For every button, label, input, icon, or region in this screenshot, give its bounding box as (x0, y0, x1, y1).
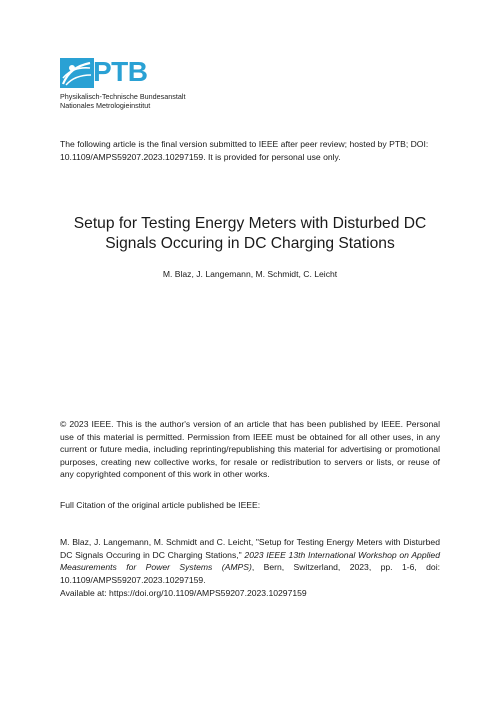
ptb-logo-text: PTB (93, 56, 148, 87)
paper-title-line1: Setup for Testing Energy Meters with Disturbed DC (73, 215, 427, 232)
publication-notice: The following article is the final version submitted to IEEE after peer review; hosted by PTB; DOI: 10.1109/AMPS59207.2023.10297159. It is provided for personal use only. (60, 139, 429, 162)
ptb-logo-subtitle-line2: Nationales Metrologieinstitut (60, 101, 151, 110)
full-citation (60, 536, 440, 586)
ptb-logo-subtitle-line1: Physikalisch-Technische Bundesanstalt (60, 92, 186, 101)
ptb-logo-subtitle (60, 92, 185, 110)
paper-title-line2: Signals Occuring in DC Charging Stations (105, 235, 395, 252)
ptb-logo-mark-icon (60, 58, 94, 88)
citation-venue: 2023 IEEE 13th International Workshop on Applied Measurements for Power Systems (AMPS) (60, 549, 440, 572)
citation-suffix: , Bern, Switzerland, 2023, pp. 1-6, doi: 10.1109/AMPS59207.2023.10297159. (60, 562, 440, 585)
copyright-notice: © 2023 IEEE. This is the author's version of an article that has been published by IEEE. Personal use of this material is permitted. Permission from IEEE must be obtained for all other uses, in any current or future media, including reprinting/republishing this material for advertising or promotional purposes, creating new collective works, for resale or redistribution to servers or lists, or reuse of any copyrighted component of this work in other works. (60, 419, 440, 479)
ptb-logo (60, 58, 200, 110)
available-at-link[interactable]: Available at: https://doi.org/10.1109/AMPS59207.2023.10297159 (60, 588, 307, 598)
author-list: M. Blaz, J. Langemann, M. Schmidt, C. Leicht (162, 269, 338, 279)
citation-heading: Full Citation of the original article published be IEEE: (60, 500, 261, 510)
paper-title (40, 214, 460, 254)
citation-prefix: M. Blaz, J. Langemann, M. Schmidt and C. Leicht, "Setup for Testing Energy Meters with Disturbed DC Signals Occuring in DC Charging Stations," (60, 537, 440, 560)
